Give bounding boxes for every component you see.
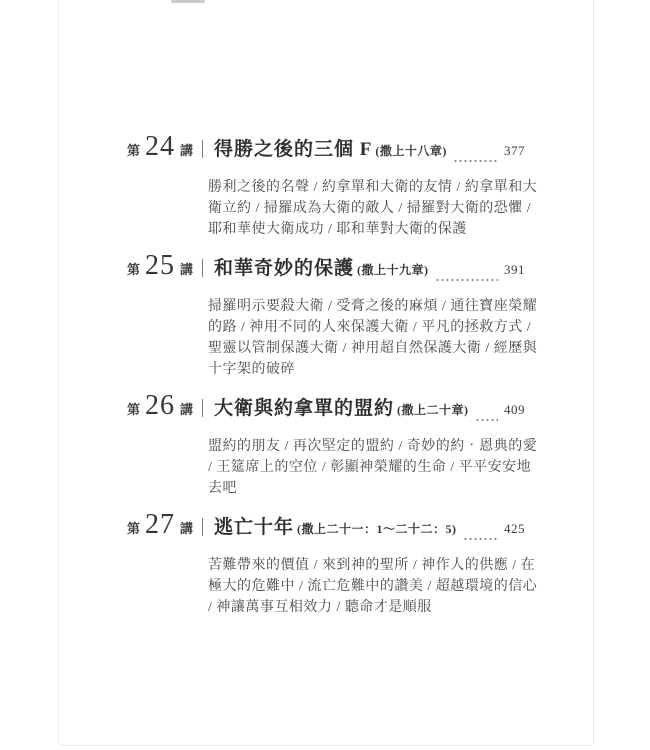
table-of-contents xyxy=(127,131,538,628)
chapter-label-suffix: 講 xyxy=(180,143,194,158)
chapter-title: 得勝之後的三個 F xyxy=(214,139,373,160)
dot-leader xyxy=(463,537,498,541)
scripture-reference: (撒上二十一：1～二十二：5) xyxy=(297,522,457,536)
dot-leader xyxy=(435,278,498,282)
chapter-topics xyxy=(208,555,538,618)
divider-bar xyxy=(202,140,203,158)
topics-line: / 神讓萬事互相效力 / 聽命才是順服 xyxy=(208,600,432,615)
divider-bar xyxy=(202,518,203,536)
chapter-heading xyxy=(127,250,525,286)
topics-line: 耶和華使大衛成功 / 耶和華對大衛的保護 xyxy=(208,222,467,237)
topics-line: 的路 / 神用不同的人來保護大衛 / 平凡的拯救方式 / xyxy=(208,320,532,335)
chapter-label-suffix: 講 xyxy=(180,402,194,417)
dot-leader xyxy=(453,159,498,163)
toc-entry-25 xyxy=(127,250,538,380)
scan-artifact xyxy=(171,0,205,3)
chapter-label-prefix: 第 xyxy=(127,402,141,417)
chapter-label-prefix: 第 xyxy=(127,521,141,536)
chapter-heading xyxy=(127,131,525,167)
chapter-number: 27 xyxy=(145,509,176,540)
chapter-label-suffix: 講 xyxy=(180,262,194,277)
topics-line: 去吧 xyxy=(208,481,237,496)
topics-line: 掃羅明示要殺大衛 / 受膏之後的麻煩 / 通往寶座榮耀 xyxy=(208,299,538,314)
toc-entry-27 xyxy=(127,509,538,618)
scripture-reference: (撒上十九章) xyxy=(357,263,429,277)
topics-line: 勝利之後的名聲 / 約拿單和大衛的友情 / 約拿單和大 xyxy=(208,180,538,195)
divider-bar xyxy=(202,399,203,417)
chapter-topics xyxy=(208,296,538,380)
chapter-topics xyxy=(208,177,538,240)
topics-line: 極大的危難中 / 流亡危難中的讚美 / 超越環境的信心 xyxy=(208,579,538,594)
scripture-reference: (撒上二十章) xyxy=(397,403,469,417)
chapter-number: 25 xyxy=(145,250,176,281)
topics-line: / 王筵席上的空位 / 彰顯神榮耀的生命 / 平平安安地 xyxy=(208,460,532,475)
chapter-heading xyxy=(127,509,525,545)
topics-line: 衛立約 / 掃羅成為大衛的敵人 / 掃羅對大衛的恐懼 / xyxy=(208,201,532,216)
page-number: 409 xyxy=(504,402,525,417)
chapter-heading xyxy=(127,390,525,426)
chapter-label-prefix: 第 xyxy=(127,262,141,277)
toc-entry-26 xyxy=(127,390,538,499)
divider-bar xyxy=(202,259,203,277)
dot-leader xyxy=(475,418,498,422)
chapter-title: 和華奇妙的保護 xyxy=(214,258,355,279)
chapter-number: 26 xyxy=(145,390,176,421)
scripture-reference: (撒上十八章) xyxy=(375,144,447,158)
chapter-label-suffix: 講 xyxy=(180,521,194,536)
page-number: 391 xyxy=(504,262,525,277)
topics-line: 聖靈以管制保護大衛 / 神用超自然保護大衛 / 經歷與 xyxy=(208,341,538,356)
chapter-number: 24 xyxy=(145,131,176,162)
topics-line: 苦難帶來的價值 / 來到神的聖所 / 神作人的供應 / 在 xyxy=(208,558,536,573)
topics-line: 盟約的朋友 / 再次堅定的盟約 / 奇妙的約‧恩典的愛 xyxy=(208,439,538,454)
chapter-title: 逃亡十年 xyxy=(214,517,295,538)
page-number: 425 xyxy=(504,521,525,536)
chapter-label-prefix: 第 xyxy=(127,143,141,158)
page-number: 377 xyxy=(504,143,525,158)
chapter-title: 大衛與約拿單的盟約 xyxy=(214,398,395,419)
toc-entry-24 xyxy=(127,131,538,240)
chapter-topics xyxy=(208,436,538,499)
topics-line: 十字架的破碎 xyxy=(208,362,295,377)
